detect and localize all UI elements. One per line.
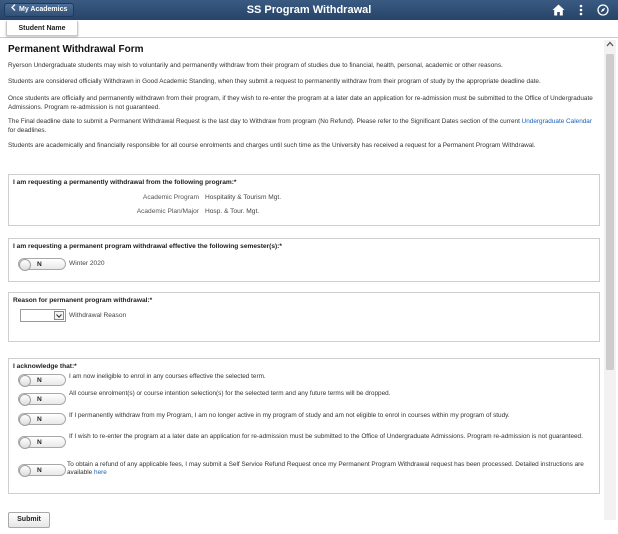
submit-button[interactable]: Submit: [8, 512, 50, 528]
acknowledge-text-4: If I wish to re-enter the program at a later date an application for re-admission must be submitted to the Office of Undergraduate Admissions. Program re-admission is not guaranteed.: [69, 433, 583, 440]
tab-bar: [0, 20, 618, 38]
semester-toggle[interactable]: [18, 258, 66, 270]
acknowledge-text-1: I am now ineligible to enrol in any courses effective the selected term.: [69, 373, 266, 380]
home-icon[interactable]: [551, 3, 565, 17]
deadline-text-suffix: for deadlines.: [8, 126, 47, 134]
scrollbar-thumb[interactable]: [606, 54, 614, 370]
page-title: SS Program Withdrawal: [246, 4, 372, 16]
toggle-knob: [19, 414, 31, 426]
vertical-scrollbar[interactable]: [604, 40, 616, 520]
main-content: [0, 38, 604, 534]
academic-plan-label: Academic Plan/Major: [136, 208, 199, 215]
toggle-knob: [19, 465, 31, 477]
intro-paragraph-1: Ryerson Undergraduate students may wish to voluntarily and permanently withdraw from their program of studies due to financial, health, personal, academic or other reasons.: [8, 62, 503, 69]
undergraduate-calendar-link[interactable]: Undergraduate Calendar: [521, 118, 592, 125]
semester-term: Winter 2020: [69, 260, 105, 267]
toggle-value: N: [37, 396, 42, 403]
toggle-value: N: [37, 439, 42, 446]
acknowledge-section-heading: I acknowledge that:*: [13, 363, 77, 370]
intro-paragraph-4: [8, 118, 598, 135]
app-header: [0, 0, 618, 20]
toggle-knob: [19, 375, 31, 387]
program-section-heading: I am requesting a permanently withdrawal from the following program:*: [13, 179, 237, 186]
toggle-knob: [19, 259, 31, 271]
academic-plan-value: Hosp. & Tour. Mgt.: [205, 208, 260, 215]
back-to-my-academics-button[interactable]: [4, 3, 74, 17]
academic-program-value: Hospitality & Tourism Mgt.: [205, 194, 282, 201]
program-panel: [8, 174, 600, 226]
acknowledge-text-5: [67, 461, 597, 478]
toggle-value: N: [37, 467, 42, 474]
refund-text: To obtain a refund of any applicable fees, I may submit a Self Service Refund Request once my Permanent Program Withdrawal request has been processed. Detailed instructions are available: [67, 461, 584, 477]
toggle-knob: [19, 394, 31, 406]
intro-paragraph-5: Students are academically and financially responsible for all course enrolments and charges until such time as the University has received a request for a Permanent Program Withdrawal.: [8, 142, 536, 149]
vertical-dots-icon[interactable]: [574, 3, 588, 17]
intro-paragraph-2: Students are considered officially Withdrawn in Good Academic Standing, when they submit a request to permanently withdraw from their program of study by the appropriate deadline date.: [8, 78, 541, 85]
withdrawal-reason-label: Withdrawal Reason: [69, 312, 127, 319]
toggle-value: N: [37, 261, 42, 268]
toggle-value: N: [37, 377, 42, 384]
acknowledge-toggle-1[interactable]: [18, 374, 66, 386]
scroll-up-arrow-icon[interactable]: [604, 40, 616, 50]
semester-panel: [8, 238, 600, 282]
acknowledge-toggle-5[interactable]: [18, 464, 66, 476]
acknowledge-toggle-2[interactable]: [18, 393, 66, 405]
chevron-left-icon: [11, 4, 16, 16]
tab-student-name[interactable]: Student Name: [6, 21, 78, 36]
toggle-value: N: [37, 416, 42, 423]
acknowledge-panel: [8, 358, 600, 494]
semester-section-heading: I am requesting a permanent program withdrawal effective the following semester(s):*: [13, 243, 282, 250]
acknowledge-toggle-4[interactable]: [18, 436, 66, 448]
academic-program-label: Academic Program: [142, 194, 199, 201]
navigation-compass-icon[interactable]: [596, 3, 610, 17]
dropdown-caret-icon[interactable]: [54, 311, 64, 320]
reason-panel: [8, 292, 600, 342]
acknowledge-text-3: If I permanently withdraw from my Program, I am no longer active in my program of study and am not eligible to enrol in courses within my program of study.: [69, 412, 510, 419]
form-title: Permanent Withdrawal Form: [8, 44, 144, 55]
back-button-label: My Academics: [19, 6, 68, 13]
acknowledge-text-2: All course enrolment(s) or course intention selection(s) for the selected term and any future terms will be dropped.: [69, 390, 391, 397]
reason-section-heading: Reason for permanent program withdrawal:*: [13, 297, 153, 304]
toggle-knob: [19, 437, 31, 449]
intro-paragraph-3: Once students are officially and permanently withdrawn from their program, if they wish to re-enter the program at a later date an application for re-admission must be submitted to the Office of Undergraduate Admissions. Program re-admission is not guaranteed.: [8, 95, 593, 111]
acknowledge-toggle-3[interactable]: [18, 413, 66, 425]
deadline-text: The Final deadline date to submit a Permanent Withdrawal Request is the last day to Withdraw from program (No Refund). Please refer to the Significant Dates section of the current: [8, 118, 522, 125]
withdrawal-reason-select[interactable]: [20, 309, 66, 322]
refund-instructions-link[interactable]: here: [94, 469, 107, 477]
